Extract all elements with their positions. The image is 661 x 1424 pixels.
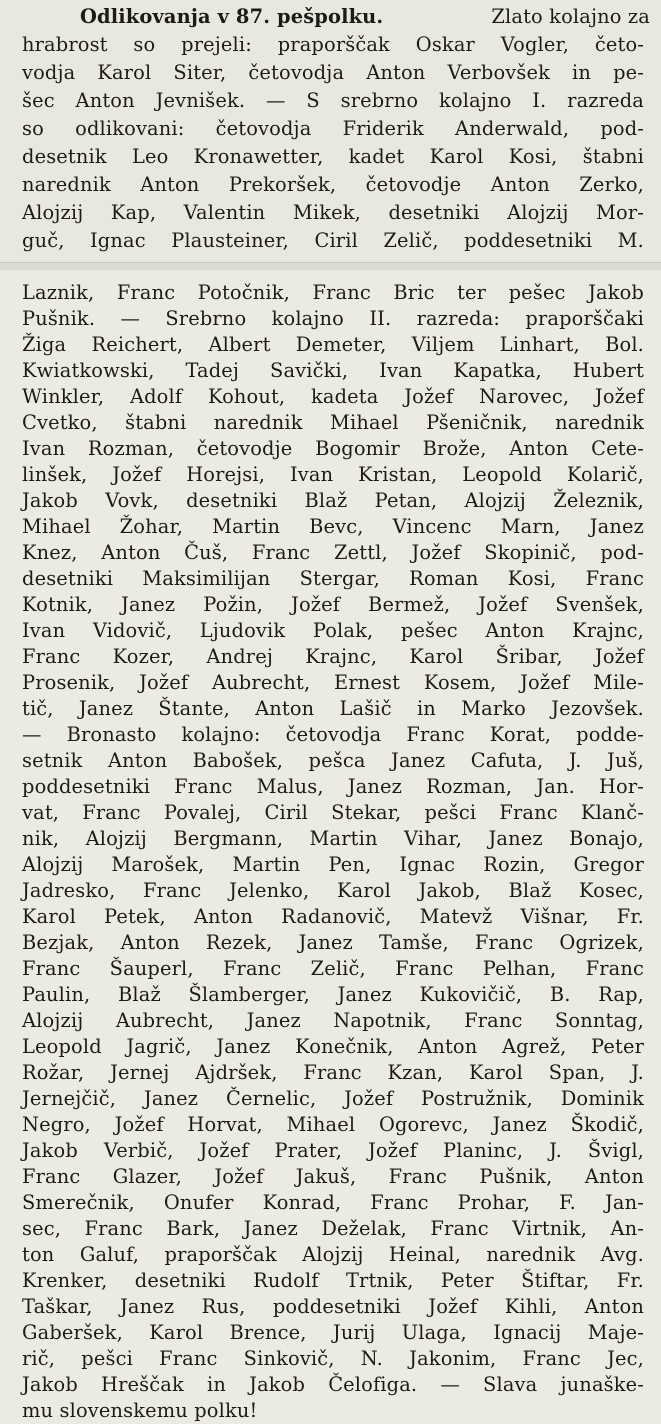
text-line: Jakob Verbič, Jožef Prater, Jožef Planinc, J. Švigl,: [22, 1139, 644, 1162]
text-line: mu slovenskemu polku!: [22, 1399, 258, 1422]
text-line: Alojzij Aubrecht, Janez Napotnik, Franc Sonntag,: [22, 1009, 644, 1032]
article-heading: Odlikovanja v 87. pešpolku.: [80, 5, 384, 28]
text-line: Jakob Hreščak in Jakob Čelofiga. — Slava junaške-: [22, 1373, 644, 1396]
text-line: Jakob Vovk, desetniki Blaž Petan, Alojzij Železnik,: [22, 489, 644, 512]
text-line: Leopold Jagrič, Janez Konečnik, Anton Agrež, Peter: [22, 1035, 644, 1058]
text-line: setnik Anton Babošek, pešca Janez Cafuta, J. Juš,: [22, 749, 644, 772]
text-line: Alojzij Marošek, Martin Pen, Ignac Rozin, Gregor: [22, 853, 644, 876]
text-line: nik, Alojzij Bergmann, Martin Vihar, Janez Bonajo,: [22, 827, 644, 850]
text-line: sec, Franc Bark, Janez Deželak, Franc Virtnik, An-: [22, 1217, 644, 1240]
text-line: Kotnik, Janez Požin, Jožef Bermež, Jožef Svenšek,: [22, 593, 644, 616]
text-line: vodja Karol Siter, četovodja Anton Verbovšek in pe-: [22, 61, 644, 84]
text-line: Franc Šauperl, Franc Zelič, Franc Pelhan, Franc: [22, 957, 644, 980]
text-line: Smerečnik, Onufer Konrad, Franc Prohar, F. Jan-: [22, 1191, 644, 1214]
text-line: Rožar, Jernej Ajdršek, Franc Kzan, Karol Span, J.: [22, 1061, 644, 1084]
text-line: Negro, Jožef Horvat, Mihael Ogorevc, Janez Škodič,: [22, 1113, 644, 1136]
article-top-block: [0, 0, 661, 262]
text-line: Jernejčič, Janez Černelic, Jožef Postružnik, Dominik: [22, 1087, 644, 1110]
text-line: Franc Glazer, Jožef Jakuš, Franc Pušnik, Anton: [22, 1165, 644, 1188]
text-line: šec Anton Jevnišek. — S srebrno kolajno I. razreda: [22, 89, 644, 112]
text-line: Mihael Žohar, Martin Bevc, Vincenc Marn, Janez: [22, 515, 644, 538]
text-line: Ivan Rozman, četovodje Bogomir Brože, Anton Cete-: [22, 437, 644, 460]
text-line: narednik Anton Prekoršek, četovodje Anton Zerko,: [22, 173, 644, 196]
text-line: rič, pešci Franc Sinkovič, N. Jakonim, Franc Jec,: [22, 1347, 644, 1370]
text-line: linšek, Jožef Horejsi, Ivan Kristan, Leopold Kolarič,: [22, 463, 644, 486]
text-line: desetniki Maksimilijan Stergar, Roman Kosi, Franc: [22, 567, 644, 590]
text-line: Pušnik. — Srebrno kolajno II. razreda: praporščaki: [22, 307, 644, 330]
text-line: Prosenik, Jožef Aubrecht, Ernest Kosem, Jožef Mile-: [22, 671, 644, 694]
text-line: vat, Franc Povalej, Ciril Stekar, pešci Franc Klanč-: [22, 801, 644, 824]
text-line: Knez, Anton Čuš, Franc Zettl, Jožef Skopinič, pod-: [22, 541, 644, 564]
text-line: Gaberšek, Karol Brence, Jurij Ulaga, Ignacij Maje-: [22, 1321, 644, 1344]
text-line: Žiga Reichert, Albert Demeter, Viljem Linhart, Bol.: [22, 333, 644, 356]
article-bottom-block: [0, 270, 661, 1422]
text-line: Winkler, Adolf Kohout, kadeta Jožef Narovec, Jožef: [22, 385, 644, 408]
text-line: Taškar, Janez Rus, poddesetniki Jožef Kihli, Anton: [22, 1295, 644, 1318]
text-line: Cvetko, štabni narednik Mihael Pšeničnik, narednik: [22, 411, 644, 434]
text-line: guč, Ignac Plausteiner, Ciril Zelič, poddesetniki M.: [22, 229, 644, 252]
text-line: Laznik, Franc Potočnik, Franc Bric ter pešec Jakob: [22, 281, 644, 304]
text-line: poddesetniki Franc Malus, Janez Rozman, Jan. Hor-: [22, 775, 644, 798]
text-line: Zlato kolajno za: [491, 5, 650, 28]
text-line: hrabrost so prejeli: praporščak Oskar Vogler, četo-: [22, 33, 644, 56]
text-line: Krenker, desetniki Rudolf Trtnik, Peter Štiftar, Fr.: [22, 1269, 644, 1292]
text-line: Franc Kozer, Andrej Krajnc, Karol Šribar, Jožef: [22, 645, 644, 668]
text-line: Alojzij Kap, Valentin Mikek, desetniki Alojzij Mor-: [22, 201, 644, 224]
text-line: Karol Petek, Anton Radanovič, Matevž Višnar, Fr.: [22, 905, 644, 928]
text-line: — Bronasto kolajno: četovodja Franc Korat, podde-: [22, 723, 644, 746]
text-line: Paulin, Blaž Šlamberger, Janez Kukovičič, B. Rap,: [22, 983, 644, 1006]
text-line: tič, Janez Štante, Anton Lašič in Marko Jezovšek.: [22, 697, 644, 720]
text-line: desetnik Leo Kronawetter, kadet Karol Kosi, štabni: [22, 145, 644, 168]
text-line: ton Galuf, praporščak Alojzij Heinal, narednik Avg.: [22, 1243, 644, 1266]
text-line: Kwiatkowski, Tadej Savički, Ivan Kapatka, Hubert: [22, 359, 644, 382]
text-line: so odlikovani: četovodja Friderik Anderwald, pod-: [22, 117, 644, 140]
text-line: Ivan Vidovič, Ljudovik Polak, pešec Anton Krajnc,: [22, 619, 644, 642]
text-line: Jadresko, Franc Jelenko, Karol Jakob, Blaž Kosec,: [22, 879, 644, 902]
text-line: Bezjak, Anton Rezek, Janez Tamše, Franc Ogrizek,: [22, 931, 644, 954]
